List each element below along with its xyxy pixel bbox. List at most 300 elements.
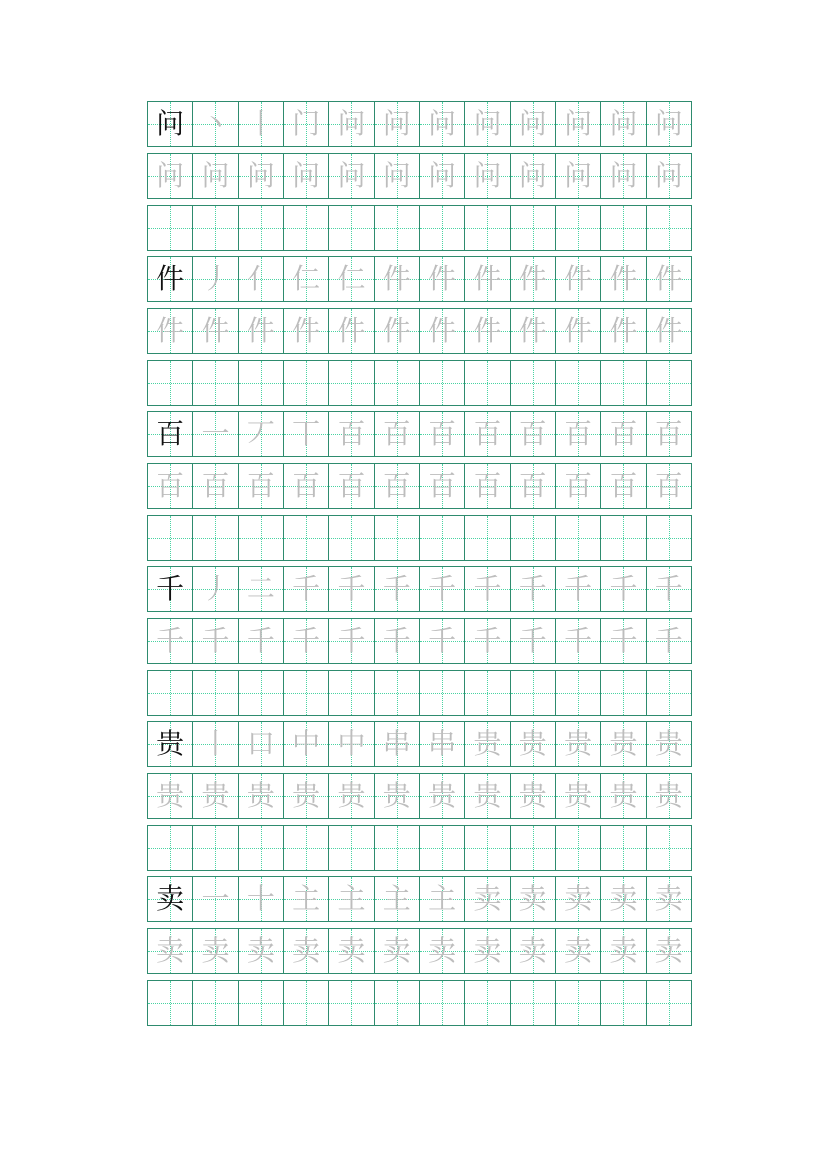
stroke-step-character: 丶 [201, 107, 230, 140]
stroke-step-character: 问 [654, 107, 683, 140]
trace-cell[interactable] [284, 774, 329, 818]
model-cell [148, 257, 193, 301]
blank-cell[interactable] [375, 981, 420, 1025]
blank-cell[interactable] [239, 206, 284, 250]
blank-cell[interactable] [193, 516, 238, 560]
blank-cell[interactable] [329, 671, 374, 715]
blank-cell[interactable] [193, 981, 238, 1025]
blank-cell[interactable] [420, 981, 465, 1025]
blank-cell[interactable] [420, 826, 465, 870]
trace-cell[interactable] [420, 619, 465, 663]
trace-cell[interactable] [420, 154, 465, 198]
trace-character: 贵 [564, 779, 593, 812]
trace-cell[interactable] [329, 154, 374, 198]
blank-cell[interactable] [465, 981, 510, 1025]
trace-character: 贵 [518, 779, 547, 812]
trace-cell[interactable] [148, 464, 193, 508]
stroke-order-row [147, 566, 692, 612]
trace-character: 卖 [564, 934, 593, 967]
stroke-step-cell [193, 102, 238, 146]
stroke-step-character: 问 [473, 107, 502, 140]
trace-cell[interactable] [284, 619, 329, 663]
trace-cell[interactable] [239, 154, 284, 198]
stroke-step-cell [601, 722, 646, 766]
trace-cell[interactable] [601, 619, 646, 663]
trace-character: 贵 [201, 779, 230, 812]
stroke-step-cell [420, 567, 465, 611]
blank-cell[interactable] [375, 826, 420, 870]
blank-cell[interactable] [284, 361, 329, 405]
trace-cell[interactable] [148, 619, 193, 663]
trace-cell[interactable] [375, 929, 420, 973]
stroke-step-character: 千 [518, 572, 547, 605]
stroke-step-character: 问 [518, 107, 547, 140]
blank-cell[interactable] [329, 516, 374, 560]
trace-cell[interactable] [420, 464, 465, 508]
stroke-step-cell [465, 877, 510, 921]
trace-cell[interactable] [647, 619, 691, 663]
blank-cell[interactable] [239, 981, 284, 1025]
blank-cell[interactable] [148, 361, 193, 405]
trace-cell[interactable] [420, 929, 465, 973]
stroke-step-cell [601, 877, 646, 921]
trace-cell[interactable] [556, 464, 601, 508]
stroke-step-character: 件 [609, 262, 638, 295]
stroke-step-character: 中 [337, 727, 366, 760]
blank-cell[interactable] [511, 826, 556, 870]
stroke-step-character: 二 [246, 572, 275, 605]
stroke-step-cell [556, 102, 601, 146]
blank-cell[interactable] [556, 516, 601, 560]
stroke-step-cell [647, 257, 691, 301]
stroke-step-character: 千 [564, 572, 593, 605]
stroke-step-cell [556, 257, 601, 301]
trace-cell[interactable] [193, 774, 238, 818]
stroke-step-character: 仁 [337, 262, 366, 295]
trace-cell[interactable] [647, 309, 691, 353]
trace-cell[interactable] [511, 619, 556, 663]
model-character: 百 [156, 417, 185, 450]
blank-cell[interactable] [148, 516, 193, 560]
blank-cell[interactable] [420, 361, 465, 405]
stroke-step-character: 问 [609, 107, 638, 140]
stroke-step-cell [375, 877, 420, 921]
trace-cell[interactable] [601, 464, 646, 508]
trace-cell[interactable] [284, 929, 329, 973]
stroke-step-cell [465, 412, 510, 456]
trace-cell[interactable] [556, 619, 601, 663]
stroke-step-cell [329, 257, 374, 301]
blank-cell[interactable] [193, 671, 238, 715]
trace-cell[interactable] [601, 309, 646, 353]
blank-cell[interactable] [148, 981, 193, 1025]
stroke-step-cell [329, 412, 374, 456]
stroke-step-character: 门 [292, 107, 321, 140]
trace-character: 千 [428, 624, 457, 657]
trace-character: 贵 [654, 779, 683, 812]
trace-character: 卖 [201, 934, 230, 967]
stroke-step-cell [647, 722, 691, 766]
trace-character: 卖 [518, 934, 547, 967]
stroke-step-cell [284, 567, 329, 611]
trace-character: 百 [473, 469, 502, 502]
trace-character: 千 [609, 624, 638, 657]
trace-cell[interactable] [329, 464, 374, 508]
trace-character: 卖 [609, 934, 638, 967]
trace-character: 贵 [292, 779, 321, 812]
stroke-step-cell [375, 257, 420, 301]
stroke-step-cell [239, 877, 284, 921]
stroke-step-character: 千 [473, 572, 502, 605]
trace-character: 件 [609, 314, 638, 347]
trace-cell[interactable] [420, 774, 465, 818]
trace-cell[interactable] [148, 154, 193, 198]
stroke-step-character: 百 [382, 417, 411, 450]
trace-cell[interactable] [329, 929, 374, 973]
stroke-step-character: 主 [292, 882, 321, 915]
blank-cell[interactable] [420, 206, 465, 250]
stroke-step-character: 口 [246, 727, 275, 760]
stroke-step-cell [511, 412, 556, 456]
trace-cell[interactable] [420, 309, 465, 353]
blank-cell[interactable] [601, 516, 646, 560]
blank-cell[interactable] [193, 826, 238, 870]
stroke-step-character: 件 [654, 262, 683, 295]
stroke-step-cell [601, 257, 646, 301]
stroke-step-cell [239, 257, 284, 301]
stroke-step-cell [193, 877, 238, 921]
stroke-step-character: 一 [201, 882, 230, 915]
blank-cell[interactable] [647, 981, 691, 1025]
trace-character: 千 [382, 624, 411, 657]
trace-character: 问 [292, 159, 321, 192]
blank-cell[interactable] [284, 826, 329, 870]
stroke-step-cell [556, 412, 601, 456]
trace-cell[interactable] [375, 464, 420, 508]
blank-cell[interactable] [193, 206, 238, 250]
trace-character: 贵 [246, 779, 275, 812]
trace-cell[interactable] [601, 154, 646, 198]
blank-cell[interactable] [148, 671, 193, 715]
trace-cell[interactable] [193, 464, 238, 508]
trace-character: 件 [156, 314, 185, 347]
stroke-step-cell [511, 102, 556, 146]
blank-cell[interactable] [284, 516, 329, 560]
trace-cell[interactable] [148, 929, 193, 973]
blank-cell[interactable] [465, 361, 510, 405]
stroke-step-character: 件 [518, 262, 547, 295]
blank-cell[interactable] [284, 671, 329, 715]
blank-cell[interactable] [375, 206, 420, 250]
blank-cell[interactable] [556, 981, 601, 1025]
stroke-step-character: 百 [518, 417, 547, 450]
blank-cell[interactable] [647, 671, 691, 715]
stroke-step-character: 百 [337, 417, 366, 450]
stroke-step-character: 丅 [292, 417, 321, 450]
trace-cell[interactable] [511, 774, 556, 818]
stroke-step-cell [420, 102, 465, 146]
trace-cell[interactable] [601, 929, 646, 973]
model-character: 千 [156, 572, 185, 605]
stroke-step-character: 丿 [201, 262, 230, 295]
trace-cell[interactable] [647, 774, 691, 818]
blank-cell[interactable] [375, 516, 420, 560]
model-cell [148, 567, 193, 611]
trace-cell[interactable] [239, 774, 284, 818]
blank-cell[interactable] [465, 826, 510, 870]
stroke-step-cell [329, 722, 374, 766]
trace-cell[interactable] [239, 464, 284, 508]
trace-cell[interactable] [511, 309, 556, 353]
trace-cell[interactable] [239, 619, 284, 663]
stroke-step-cell [239, 102, 284, 146]
blank-cell[interactable] [556, 206, 601, 250]
blank-cell[interactable] [329, 826, 374, 870]
stroke-step-character: 百 [654, 417, 683, 450]
model-cell [148, 722, 193, 766]
trace-cell[interactable] [511, 154, 556, 198]
stroke-step-character: 贵 [518, 727, 547, 760]
trace-character: 千 [292, 624, 321, 657]
model-character: 问 [156, 107, 185, 140]
model-cell [148, 877, 193, 921]
blank-cell[interactable] [511, 981, 556, 1025]
trace-cell[interactable] [465, 309, 510, 353]
trace-character: 贵 [428, 779, 457, 812]
trace-character: 卖 [246, 934, 275, 967]
stroke-step-character: 问 [337, 107, 366, 140]
blank-practice-row [147, 825, 692, 871]
trace-cell[interactable] [284, 309, 329, 353]
stroke-step-character: 百 [428, 417, 457, 450]
stroke-step-character: 贵 [564, 727, 593, 760]
stroke-order-row [147, 721, 692, 767]
trace-cell[interactable] [375, 309, 420, 353]
trace-cell[interactable] [193, 619, 238, 663]
trace-character: 件 [246, 314, 275, 347]
stroke-step-character: 卖 [609, 882, 638, 915]
model-cell [148, 412, 193, 456]
stroke-step-character: 贵 [609, 727, 638, 760]
stroke-step-character: 卖 [518, 882, 547, 915]
trace-character: 问 [518, 159, 547, 192]
blank-practice-row [147, 360, 692, 406]
blank-cell[interactable] [601, 981, 646, 1025]
trace-character: 件 [337, 314, 366, 347]
trace-character: 百 [246, 469, 275, 502]
blank-cell[interactable] [601, 671, 646, 715]
stroke-step-cell [375, 722, 420, 766]
stroke-step-cell [239, 722, 284, 766]
trace-cell[interactable] [556, 929, 601, 973]
stroke-step-cell [420, 722, 465, 766]
stroke-step-cell [556, 722, 601, 766]
trace-character: 卖 [337, 934, 366, 967]
trace-character: 件 [518, 314, 547, 347]
blank-cell[interactable] [420, 516, 465, 560]
blank-cell[interactable] [601, 361, 646, 405]
trace-row [147, 153, 692, 199]
trace-cell[interactable] [556, 774, 601, 818]
trace-character: 千 [518, 624, 547, 657]
blank-cell[interactable] [239, 361, 284, 405]
trace-cell[interactable] [375, 154, 420, 198]
trace-character: 百 [518, 469, 547, 502]
model-cell [148, 102, 193, 146]
blank-cell[interactable] [556, 361, 601, 405]
trace-row [147, 928, 692, 974]
trace-cell[interactable] [647, 929, 691, 973]
stroke-step-cell [465, 722, 510, 766]
trace-character: 千 [473, 624, 502, 657]
stroke-step-character: 千 [609, 572, 638, 605]
trace-character: 百 [564, 469, 593, 502]
trace-cell[interactable] [511, 929, 556, 973]
blank-cell[interactable] [601, 826, 646, 870]
trace-character: 千 [246, 624, 275, 657]
blank-cell[interactable] [647, 206, 691, 250]
trace-cell[interactable] [329, 774, 374, 818]
blank-cell[interactable] [601, 206, 646, 250]
trace-character: 件 [428, 314, 457, 347]
trace-character: 千 [337, 624, 366, 657]
trace-cell[interactable] [329, 309, 374, 353]
model-character: 卖 [156, 882, 185, 915]
trace-cell[interactable] [193, 929, 238, 973]
trace-character: 件 [382, 314, 411, 347]
blank-cell[interactable] [647, 361, 691, 405]
stroke-step-character: 百 [473, 417, 502, 450]
blank-cell[interactable] [148, 206, 193, 250]
trace-cell[interactable] [148, 309, 193, 353]
blank-cell[interactable] [465, 206, 510, 250]
blank-cell[interactable] [556, 671, 601, 715]
trace-cell[interactable] [465, 154, 510, 198]
blank-cell[interactable] [239, 516, 284, 560]
trace-cell[interactable] [329, 619, 374, 663]
trace-character: 贵 [609, 779, 638, 812]
blank-cell[interactable] [556, 826, 601, 870]
stroke-step-cell [556, 567, 601, 611]
blank-cell[interactable] [148, 826, 193, 870]
stroke-step-character: 千 [654, 572, 683, 605]
stroke-step-cell [284, 412, 329, 456]
blank-cell[interactable] [647, 826, 691, 870]
trace-cell[interactable] [284, 464, 329, 508]
trace-character: 卖 [654, 934, 683, 967]
stroke-order-row [147, 101, 692, 147]
stroke-step-character: 件 [428, 262, 457, 295]
blank-cell[interactable] [465, 671, 510, 715]
blank-cell[interactable] [465, 516, 510, 560]
trace-cell[interactable] [193, 309, 238, 353]
blank-practice-row [147, 670, 692, 716]
trace-cell[interactable] [239, 929, 284, 973]
blank-cell[interactable] [647, 516, 691, 560]
trace-character: 问 [156, 159, 185, 192]
blank-practice-row [147, 205, 692, 251]
stroke-step-character: 问 [564, 107, 593, 140]
blank-cell[interactable] [284, 981, 329, 1025]
trace-character: 贵 [382, 779, 411, 812]
trace-cell[interactable] [465, 619, 510, 663]
trace-character: 百 [428, 469, 457, 502]
stroke-step-cell [511, 877, 556, 921]
blank-cell[interactable] [193, 361, 238, 405]
blank-cell[interactable] [375, 361, 420, 405]
stroke-order-row [147, 256, 692, 302]
trace-cell[interactable] [465, 929, 510, 973]
stroke-step-cell [329, 877, 374, 921]
stroke-step-cell [511, 257, 556, 301]
trace-cell[interactable] [647, 154, 691, 198]
trace-cell[interactable] [556, 154, 601, 198]
stroke-step-cell [375, 412, 420, 456]
blank-cell[interactable] [511, 516, 556, 560]
blank-cell[interactable] [239, 671, 284, 715]
stroke-step-character: 亻 [246, 262, 275, 295]
trace-cell[interactable] [375, 619, 420, 663]
trace-cell[interactable] [465, 464, 510, 508]
stroke-step-character: 贵 [654, 727, 683, 760]
stroke-step-character: 丨 [201, 727, 230, 760]
stroke-step-character: 中 [292, 727, 321, 760]
trace-cell[interactable] [465, 774, 510, 818]
trace-cell[interactable] [193, 154, 238, 198]
stroke-step-cell [375, 567, 420, 611]
blank-cell[interactable] [329, 981, 374, 1025]
stroke-order-row [147, 876, 692, 922]
trace-cell[interactable] [239, 309, 284, 353]
stroke-step-cell [193, 257, 238, 301]
trace-cell[interactable] [556, 309, 601, 353]
blank-cell[interactable] [284, 206, 329, 250]
blank-cell[interactable] [329, 206, 374, 250]
blank-cell[interactable] [420, 671, 465, 715]
trace-cell[interactable] [647, 464, 691, 508]
stroke-step-cell [284, 722, 329, 766]
stroke-step-character: 一 [201, 417, 230, 450]
trace-cell[interactable] [601, 774, 646, 818]
trace-character: 件 [292, 314, 321, 347]
trace-cell[interactable] [284, 154, 329, 198]
stroke-step-cell [647, 412, 691, 456]
blank-cell[interactable] [511, 206, 556, 250]
blank-cell[interactable] [329, 361, 374, 405]
trace-character: 卖 [382, 934, 411, 967]
blank-cell[interactable] [375, 671, 420, 715]
blank-cell[interactable] [511, 671, 556, 715]
trace-cell[interactable] [511, 464, 556, 508]
stroke-step-cell [511, 567, 556, 611]
trace-character: 卖 [428, 934, 457, 967]
stroke-step-character: 件 [382, 262, 411, 295]
stroke-step-character: 贵 [473, 727, 502, 760]
stroke-step-cell [465, 567, 510, 611]
trace-character: 百 [201, 469, 230, 502]
stroke-step-character: 十 [246, 882, 275, 915]
stroke-step-cell [647, 567, 691, 611]
blank-cell[interactable] [511, 361, 556, 405]
stroke-step-cell [193, 412, 238, 456]
blank-cell[interactable] [239, 826, 284, 870]
stroke-order-row [147, 411, 692, 457]
trace-character: 千 [564, 624, 593, 657]
stroke-step-cell [284, 257, 329, 301]
trace-cell[interactable] [148, 774, 193, 818]
trace-cell[interactable] [375, 774, 420, 818]
stroke-step-cell [375, 102, 420, 146]
